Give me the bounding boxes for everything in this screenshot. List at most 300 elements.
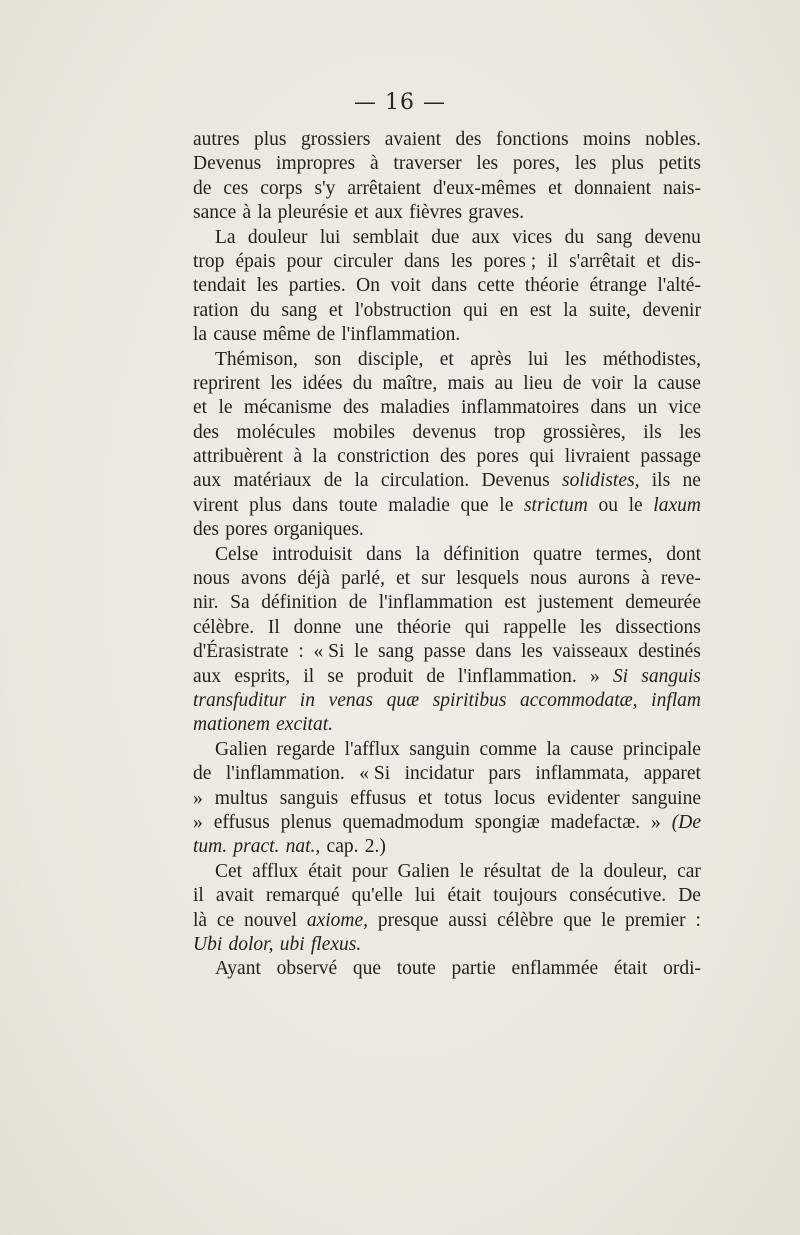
word: mais [447, 372, 485, 394]
word: ils [643, 421, 662, 443]
word: lui [414, 885, 436, 907]
word: multus [214, 787, 268, 809]
word: excitat. [276, 714, 333, 736]
word: aux [374, 202, 403, 224]
word: transfuditur [193, 689, 287, 711]
word: théorie [524, 275, 579, 297]
word: lui [527, 348, 549, 370]
text-line [193, 299, 701, 323]
word: spiritibus [432, 689, 507, 711]
text-line [193, 421, 701, 445]
word: donne [293, 616, 342, 638]
word: nous [530, 568, 567, 590]
word: les [476, 153, 499, 175]
word: petits [658, 153, 701, 175]
word: après [470, 348, 512, 370]
word: les [564, 348, 587, 370]
word: célèbre. [193, 616, 255, 638]
text-line [193, 494, 701, 518]
word: partie [451, 958, 496, 980]
word: avait [215, 885, 254, 907]
word: méthodistes, [602, 348, 701, 370]
word: les [256, 275, 279, 297]
word: rappelle [503, 616, 567, 638]
word: des [439, 446, 466, 468]
word: premier [625, 909, 686, 931]
word: vice [668, 397, 701, 419]
word: et [193, 397, 208, 419]
word: Cet [215, 860, 243, 882]
word: théorie [396, 616, 451, 638]
word: de [348, 592, 368, 614]
word: son [314, 348, 342, 370]
word: de [193, 763, 212, 785]
word: plus [249, 494, 282, 516]
word: le [601, 909, 616, 931]
word: pleurésie [277, 202, 349, 224]
word: La [215, 226, 236, 248]
word: maladies [380, 397, 450, 419]
word: Sa [230, 592, 250, 614]
word: et [646, 250, 661, 272]
word: vaisseaux [552, 641, 629, 663]
word: était [447, 885, 482, 907]
word: fièvres [409, 202, 463, 224]
word: toute [338, 494, 378, 516]
word: dans [292, 494, 328, 516]
word: lieu [523, 372, 553, 394]
word: qui [529, 446, 555, 468]
word: dissections [615, 616, 701, 638]
word: sang [596, 226, 633, 248]
word: principale [622, 738, 701, 760]
word: là [193, 909, 208, 931]
word: qui [464, 616, 490, 638]
word: devenir [642, 299, 701, 321]
word: douleur [247, 226, 308, 248]
body-text [193, 128, 701, 982]
word: nouvel [243, 909, 298, 931]
word: grossiers [300, 129, 371, 150]
word: même [262, 324, 311, 346]
text-line [193, 884, 701, 908]
word: afflux [252, 860, 299, 882]
text-line [193, 811, 701, 835]
word: trop [493, 421, 526, 443]
word: l'afflux [344, 738, 400, 760]
word: l'inflammation. [341, 324, 461, 346]
word: pract. [233, 836, 280, 858]
word: à [293, 446, 303, 468]
word: les [521, 641, 543, 663]
word: arrêtaient [347, 177, 421, 199]
word: ration [193, 299, 239, 321]
text-line [193, 372, 701, 396]
word: aux [193, 665, 222, 687]
text-line [193, 665, 701, 689]
word: célèbre [497, 909, 554, 931]
word: de [316, 324, 336, 346]
word: maître, [382, 372, 438, 394]
word: incidatur [404, 763, 474, 785]
word: l'alté- [657, 275, 701, 297]
word: molécules [236, 421, 316, 443]
word: passe [423, 641, 466, 663]
word: » [589, 665, 600, 687]
word: nobles. [645, 129, 701, 150]
text-line [193, 543, 701, 567]
text-line [193, 274, 701, 298]
page-number: — 16 — [354, 90, 446, 115]
word: sang [281, 299, 318, 321]
word: due [431, 226, 460, 248]
word: sance [193, 202, 237, 224]
word: nais- [663, 177, 701, 199]
word: reprirent [193, 372, 261, 394]
word: On [356, 275, 380, 297]
word: effusus [350, 787, 407, 809]
word: un [637, 397, 658, 419]
word: quæ [386, 689, 420, 711]
word: pores, [512, 153, 561, 175]
word: au [494, 372, 514, 394]
text-line [193, 762, 701, 786]
word: avons [240, 568, 287, 590]
word: inflammata, [535, 763, 630, 785]
text-line [193, 933, 701, 957]
word: consécutive. [569, 885, 667, 907]
word: dans [431, 275, 468, 297]
word: des [455, 129, 482, 150]
word: tendait [193, 275, 247, 297]
text-line [193, 957, 701, 981]
word: tum. [193, 836, 228, 858]
word: trop [193, 250, 225, 272]
word: de [551, 860, 570, 882]
word: accommodatæ, [520, 689, 638, 711]
word: justement [537, 592, 614, 614]
word: des [193, 519, 219, 541]
word: madefactæ. [550, 811, 641, 833]
word: : [298, 641, 304, 663]
word: lesquels [456, 568, 519, 590]
word: étrange [589, 275, 647, 297]
word: sanguin [409, 738, 470, 760]
word: la [563, 299, 578, 321]
word: « Si [313, 641, 345, 663]
text-line [193, 738, 701, 762]
word: ordi- [663, 958, 701, 980]
word: fonctions [495, 129, 569, 150]
word: l'inflammation. [225, 763, 345, 785]
word: cause [657, 372, 701, 394]
word: observé [276, 958, 338, 980]
word: définition [443, 543, 520, 565]
word: strictum [523, 494, 588, 516]
word: aurons [578, 568, 631, 590]
word: à [369, 153, 379, 175]
word: impropres [276, 153, 356, 175]
word: dans [475, 641, 512, 663]
word: devenus [412, 421, 477, 443]
word: quatre [533, 543, 582, 565]
word: dis- [671, 250, 701, 272]
word: disciple, [357, 348, 424, 370]
word: dans [404, 250, 440, 272]
word: destinés [638, 641, 701, 663]
word: parlé, [341, 568, 385, 590]
text-line [193, 835, 701, 859]
word: mationem [193, 714, 270, 736]
word: enflammée [511, 958, 599, 980]
word: ils [651, 470, 671, 492]
word: laxum [653, 494, 701, 516]
word: déjà [297, 568, 331, 590]
word: mécanisme [243, 397, 332, 419]
text-line [193, 567, 701, 591]
word: Galien [215, 738, 267, 760]
word: sang [378, 641, 414, 663]
word: evidenter [547, 787, 620, 809]
word: autres [193, 129, 240, 150]
word: du [352, 372, 373, 394]
word: de [323, 470, 343, 492]
word: il [303, 665, 315, 687]
text-line [193, 616, 701, 640]
word: sanguis [641, 665, 701, 687]
word: locus [494, 787, 536, 809]
word: les [579, 616, 602, 638]
word: la [312, 446, 327, 468]
word: totus [444, 787, 483, 809]
word: demeurée [625, 592, 701, 614]
word: à [641, 568, 650, 590]
word: » [651, 811, 661, 833]
word: Ayant [215, 958, 261, 980]
word: attribuèrent [193, 446, 283, 468]
word: comme [479, 738, 537, 760]
word: l'inflammation. [457, 665, 577, 687]
word: pour [351, 860, 388, 882]
word: le [459, 860, 474, 882]
word: voir [591, 372, 623, 394]
word: reve- [660, 568, 701, 590]
word: introduisit [272, 543, 353, 565]
word: produit [356, 665, 414, 687]
word: : [695, 909, 701, 931]
text-line [193, 128, 701, 152]
word: grossières, [542, 421, 626, 443]
word: de [426, 665, 445, 687]
word: pour [286, 250, 323, 272]
word: remarqué [265, 885, 340, 907]
word: solidistes, [561, 470, 640, 492]
word: que [352, 958, 382, 980]
word: graves. [468, 202, 525, 224]
word: constriction [337, 446, 430, 468]
word: il [547, 250, 559, 272]
word: devenu [644, 226, 701, 248]
word: organiques. [273, 519, 364, 541]
word: circulation. [380, 470, 470, 492]
word: les [679, 421, 701, 443]
word: 2.) [364, 836, 386, 858]
word: que [563, 909, 592, 931]
word: dans [366, 543, 402, 565]
word: était [308, 860, 342, 882]
word: Thémison, [215, 348, 298, 370]
word: du [250, 299, 270, 321]
word: cause [213, 324, 257, 346]
word: idées [302, 372, 343, 394]
word: la [633, 372, 648, 394]
word: voit [390, 275, 421, 297]
word: nat., [285, 836, 321, 858]
word: aux [471, 226, 500, 248]
word: et [396, 568, 411, 590]
word: » [193, 787, 203, 809]
word: d'Érasistrate [193, 641, 289, 663]
word: axiome, [306, 909, 369, 931]
word: d'eux-mêmes [432, 177, 537, 199]
word: à [242, 202, 252, 224]
word: que [460, 494, 489, 516]
text-line [193, 909, 701, 933]
word: passage [640, 446, 701, 468]
word: flexus. [310, 933, 362, 955]
word: pars [488, 763, 521, 785]
word: le [218, 397, 233, 419]
word: et [439, 348, 454, 370]
word: toute [396, 958, 436, 980]
text-line [193, 860, 701, 884]
word: toujours [493, 885, 558, 907]
word: in [299, 689, 315, 711]
word: suite, [589, 299, 631, 321]
word: Ubi [193, 933, 223, 955]
word: résultat [483, 860, 542, 882]
word: donnaient [574, 177, 652, 199]
word: et [418, 787, 433, 809]
word: ou [598, 494, 618, 516]
text-line [193, 787, 701, 811]
word: cap. [326, 836, 359, 858]
word: sanguine [631, 787, 701, 809]
word: De [678, 885, 701, 907]
word: et [548, 177, 563, 199]
word: dolor, [228, 933, 274, 955]
word: le [354, 641, 369, 663]
word: qui [463, 299, 488, 321]
word: nous [193, 568, 230, 590]
word: pores [225, 519, 268, 541]
word: l'obstruction [354, 299, 452, 321]
word: le [499, 494, 514, 516]
word: la [354, 470, 369, 492]
word: est [504, 592, 527, 614]
word: mobiles [333, 421, 395, 443]
word: ce [216, 909, 235, 931]
word: nir. [193, 592, 219, 614]
word: avaient [384, 129, 442, 150]
word: dans [590, 397, 627, 419]
word: est [529, 299, 552, 321]
word: pores ; [483, 250, 537, 272]
word: les [574, 153, 597, 175]
text-line [193, 348, 701, 372]
word: ces [223, 177, 249, 199]
word: moins [583, 129, 631, 150]
text-line [193, 396, 701, 420]
word: » [193, 811, 203, 833]
word: apparet [643, 763, 701, 785]
text-line [193, 591, 701, 615]
word: cause [570, 738, 614, 760]
word: ne [682, 470, 701, 492]
text-line [193, 201, 701, 225]
word: matériaux [233, 470, 312, 492]
word: maladie [388, 494, 450, 516]
word: « Si [359, 763, 391, 785]
word: la [579, 860, 594, 882]
word: termes, [595, 543, 653, 565]
word: la [257, 202, 272, 224]
word: le [628, 494, 643, 516]
word: de [562, 372, 582, 394]
word: aux [193, 470, 222, 492]
word: l'inflammation [378, 592, 493, 614]
word: sanguis [279, 787, 339, 809]
text-line [193, 445, 701, 469]
word: plus [254, 129, 287, 150]
word: douleur, [603, 860, 668, 882]
word: traverser [393, 153, 462, 175]
word: Galien [397, 860, 450, 882]
text-line [193, 323, 701, 347]
word: la [193, 324, 208, 346]
word: Devenus [481, 470, 550, 492]
word: Celse [215, 543, 259, 565]
word: inflammatoires [461, 397, 580, 419]
word: spongiæ [474, 811, 540, 833]
word: parties. [288, 275, 346, 297]
word: s'arrêtait [569, 250, 636, 272]
word: des [193, 421, 219, 443]
word: définition [261, 592, 338, 614]
word: circuler [333, 250, 393, 272]
word: une [354, 616, 384, 638]
word: était [613, 958, 648, 980]
text-line [193, 152, 701, 176]
word: semblait [352, 226, 419, 248]
word: de [193, 177, 212, 199]
word: les [270, 372, 293, 394]
word: la [546, 738, 561, 760]
word: et [354, 202, 369, 224]
text-line [193, 469, 701, 493]
word: ubi [279, 933, 305, 955]
word: quemadmodum [342, 811, 464, 833]
text-line [193, 713, 701, 737]
word: esprits, [234, 665, 291, 687]
word: corps [260, 177, 303, 199]
word: vices [512, 226, 553, 248]
text-line [193, 226, 701, 250]
word: épais [235, 250, 276, 272]
word: qu'elle [351, 885, 403, 907]
word: venas [328, 689, 373, 711]
text-line [193, 518, 701, 542]
